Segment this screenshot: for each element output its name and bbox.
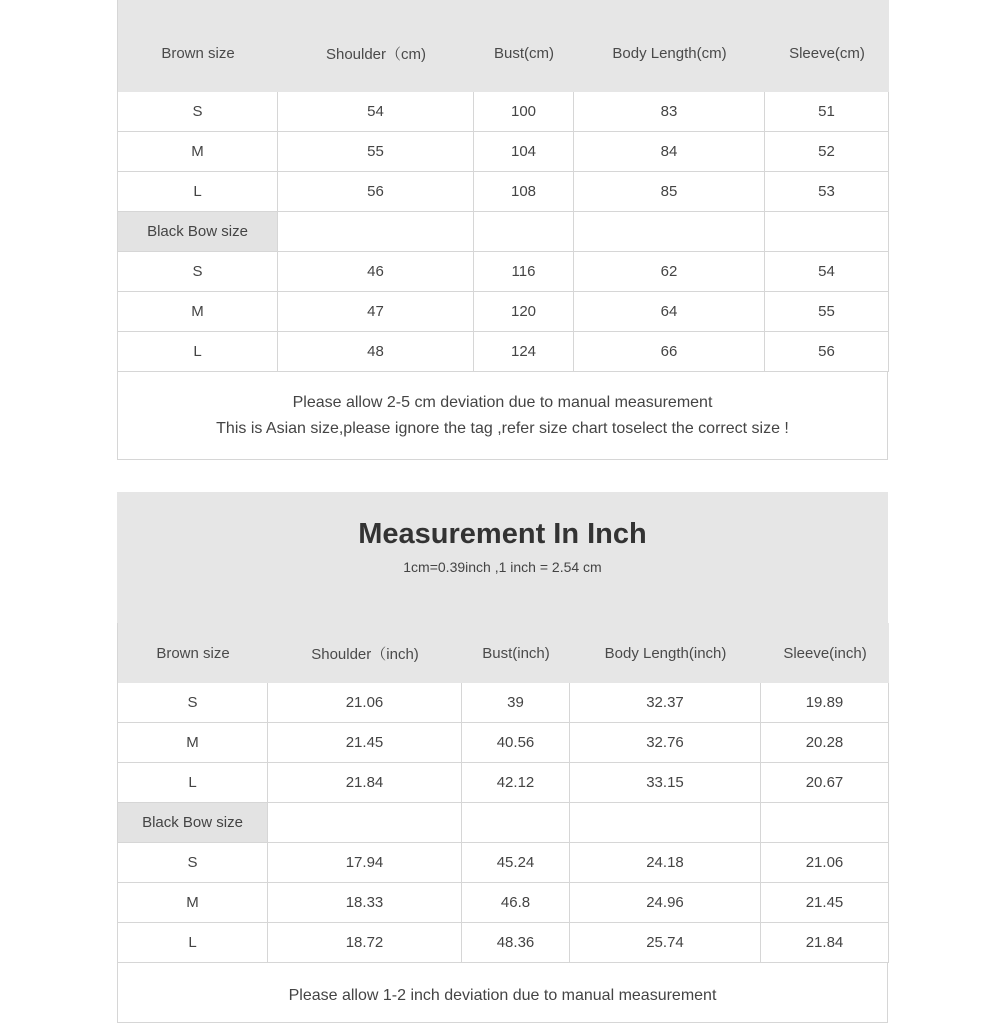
- inch-size-table: [117, 623, 888, 963]
- header-bust: Bust(inch): [462, 623, 570, 683]
- cell-shoulder: 48: [278, 332, 474, 372]
- cell-bust: 100: [474, 92, 574, 132]
- cell-shoulder: 54: [278, 92, 474, 132]
- cell-sleeve: 21.06: [761, 843, 889, 883]
- cell-body-length: 24.18: [570, 843, 761, 883]
- cell-sleeve: 19.89: [761, 683, 889, 723]
- cell-body-length: 83: [574, 92, 765, 132]
- header-shoulder: Shoulder（inch): [268, 623, 462, 683]
- cell-body-length: 33.15: [570, 763, 761, 803]
- cell-shoulder: 21.84: [268, 763, 462, 803]
- empty-cell: [761, 803, 889, 843]
- cell-body-length: 32.76: [570, 723, 761, 763]
- cell-body-length: 24.96: [570, 883, 761, 923]
- cell-shoulder: 47: [278, 292, 474, 332]
- cell-shoulder: 18.72: [268, 923, 462, 963]
- header-bust: Bust(cm): [474, 0, 574, 92]
- empty-cell: [462, 803, 570, 843]
- cell-body-length: 62: [574, 252, 765, 292]
- cell-sleeve: 56: [765, 332, 889, 372]
- cell-bust: 104: [474, 132, 574, 172]
- empty-cell: [278, 212, 474, 252]
- cell-body-length: 66: [574, 332, 765, 372]
- cm-size-chart: [117, 0, 888, 460]
- cell-sleeve: 20.67: [761, 763, 889, 803]
- cell-bust: 124: [474, 332, 574, 372]
- cell-body-length: 85: [574, 172, 765, 212]
- asian-size-note: This is Asian size,please ignore the tag ,refer size chart toselect the correct size !: [216, 419, 789, 437]
- inch-chart-header: [117, 492, 888, 623]
- cell-shoulder: 56: [278, 172, 474, 212]
- cell-size: L: [118, 923, 268, 963]
- cell-bust: 120: [474, 292, 574, 332]
- cell-shoulder: 18.33: [268, 883, 462, 923]
- inch-chart-title: Measurement In Inch: [358, 518, 647, 550]
- cell-bust: 45.24: [462, 843, 570, 883]
- empty-cell: [570, 803, 761, 843]
- cell-body-length: 32.37: [570, 683, 761, 723]
- cell-sleeve: 52: [765, 132, 889, 172]
- cell-body-length: 84: [574, 132, 765, 172]
- header-shoulder: Shoulder（cm): [278, 0, 474, 92]
- cm-size-table: [117, 0, 888, 372]
- empty-cell: [765, 212, 889, 252]
- cell-shoulder: 21.45: [268, 723, 462, 763]
- conversion-note: 1cm=0.39inch ,1 inch = 2.54 cm: [403, 559, 602, 575]
- empty-cell: [474, 212, 574, 252]
- cell-shoulder: 55: [278, 132, 474, 172]
- cell-bust: 108: [474, 172, 574, 212]
- cell-size: M: [118, 132, 278, 172]
- header-sleeve: Sleeve(inch): [761, 623, 889, 683]
- cell-bust: 40.56: [462, 723, 570, 763]
- black-bow-section-label: Black Bow size: [118, 803, 268, 843]
- cell-bust: 48.36: [462, 923, 570, 963]
- cell-size: S: [118, 92, 278, 132]
- header-body-length: Body Length(cm): [574, 0, 765, 92]
- cell-size: S: [118, 683, 268, 723]
- cell-sleeve: 53: [765, 172, 889, 212]
- inch-size-chart: [117, 492, 888, 1023]
- cell-shoulder: 21.06: [268, 683, 462, 723]
- cell-sleeve: 55: [765, 292, 889, 332]
- cell-size: L: [118, 763, 268, 803]
- cell-body-length: 25.74: [570, 923, 761, 963]
- black-bow-section-label: Black Bow size: [118, 212, 278, 252]
- header-body-length: Body Length(inch): [570, 623, 761, 683]
- cell-body-length: 64: [574, 292, 765, 332]
- cell-size: M: [118, 883, 268, 923]
- header-size: Brown size: [118, 623, 268, 683]
- cell-bust: 42.12: [462, 763, 570, 803]
- cell-size: S: [118, 843, 268, 883]
- deviation-note: Please allow 2-5 cm deviation due to manual measurement: [292, 393, 713, 411]
- cell-size: L: [118, 332, 278, 372]
- cell-bust: 39: [462, 683, 570, 723]
- cell-bust: 116: [474, 252, 574, 292]
- header-size: Brown size: [118, 0, 278, 92]
- cell-size: M: [118, 723, 268, 763]
- header-sleeve: Sleeve(cm): [765, 0, 889, 92]
- cell-sleeve: 21.84: [761, 923, 889, 963]
- empty-cell: [268, 803, 462, 843]
- cell-sleeve: 21.45: [761, 883, 889, 923]
- cell-shoulder: 17.94: [268, 843, 462, 883]
- empty-cell: [574, 212, 765, 252]
- measurement-note: [117, 963, 888, 1023]
- cell-sleeve: 54: [765, 252, 889, 292]
- cell-sleeve: 51: [765, 92, 889, 132]
- measurement-note: [117, 372, 888, 460]
- cell-bust: 46.8: [462, 883, 570, 923]
- deviation-note: Please allow 1-2 inch deviation due to manual measurement: [288, 987, 717, 1004]
- cell-size: M: [118, 292, 278, 332]
- cell-size: S: [118, 252, 278, 292]
- cell-shoulder: 46: [278, 252, 474, 292]
- cell-size: L: [118, 172, 278, 212]
- cell-sleeve: 20.28: [761, 723, 889, 763]
